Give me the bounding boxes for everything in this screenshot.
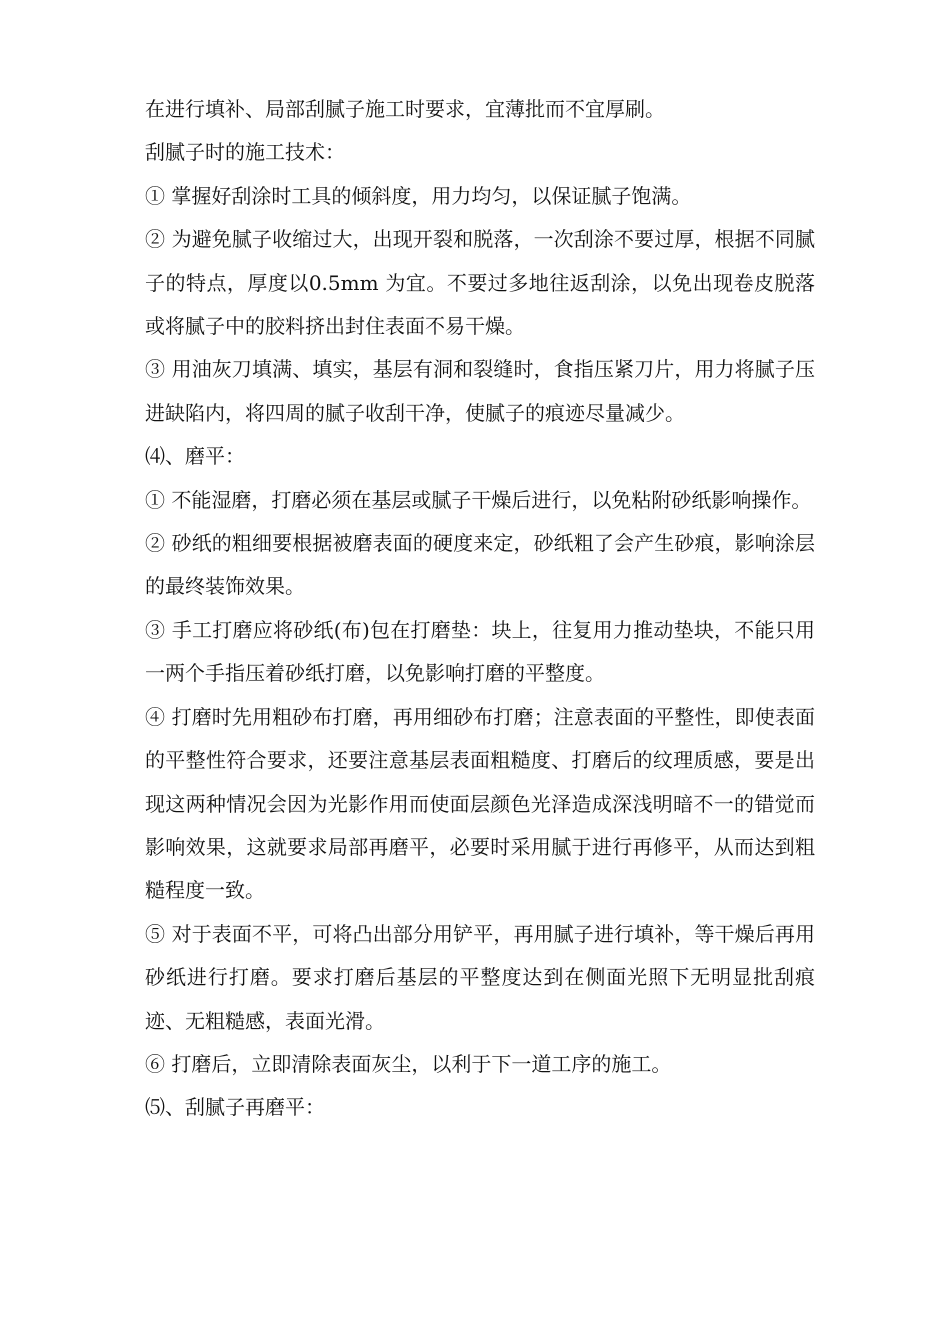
paragraph: ⑥ 打磨后，立即清除表面灰尘，以利于下一道工序的施工。 (145, 1051, 672, 1076)
paragraph: 在进行填补、局部刮腻子施工时要求，宜薄批而不宜厚刷。 (145, 97, 665, 121)
paragraph: ③ 手工打磨应将砂纸(布)包在打磨垫：块上，往复用力推动垫块，不能只用一两个手指压着砂纸打磨，以免影响打磨的平整度。 (145, 617, 815, 686)
paragraph: ② 为避免腻子收缩过大，出现开裂和脱落，一次刮涂不要过厚，根据不同腻子的特点，厚度以0.5mm 为宜。不要过多地往返刮涂，以免出现卷皮脱落或将腻子中的胶料挤出封住表面不易干燥。 (145, 227, 815, 339)
paragraph: 刮腻子时的施工技术： (145, 140, 345, 165)
section-heading: ⑷、磨平： (145, 444, 245, 469)
paragraph: ② 砂纸的粗细要根据被磨表面的硬度来定，砂纸粗了会产生砂痕，影响涂层的最终装饰效果。 (145, 531, 815, 599)
document-body (145, 88, 815, 1130)
section-heading: ⑸、刮腻子再磨平： (145, 1095, 325, 1120)
paragraph: ③ 用油灰刀填满、填实，基层有洞和裂缝时，食指压紧刀片，用力将腻子压进缺陷内，将四周的腻子收刮干净，使腻子的痕迹尽量减少。 (145, 357, 815, 425)
paragraph: ④ 打磨时先用粗砂布打磨，再用细砂布打磨；注意表面的平整性，即使表面的平整性符合要求，还要注意基层表面粗糙度、打磨后的纹理质感，要是出现这两种情况会因为光影作用而使面层颜色光泽造成深浅明暗不一的错觉而影响效果，这就要求局部再磨平，必要时采用腻于进行再修平，从而达到粗糙程度一致。 (145, 704, 815, 903)
paragraph: ① 掌握好刮涂时工具的倾斜度，用力均匀，以保证腻子饱满。 (145, 183, 692, 208)
paragraph: ⑤ 对于表面不平，可将凸出部分用铲平，再用腻子进行填补，等干燥后再用砂纸进行打磨。要求打磨后基层的平整度达到在侧面光照下无明显批刮痕迹、无粗糙感，表面光滑。 (145, 921, 815, 1033)
paragraph: ① 不能湿磨，打磨必须在基层或腻子干燥后进行，以免粘附砂纸影响操作。 (145, 487, 812, 512)
